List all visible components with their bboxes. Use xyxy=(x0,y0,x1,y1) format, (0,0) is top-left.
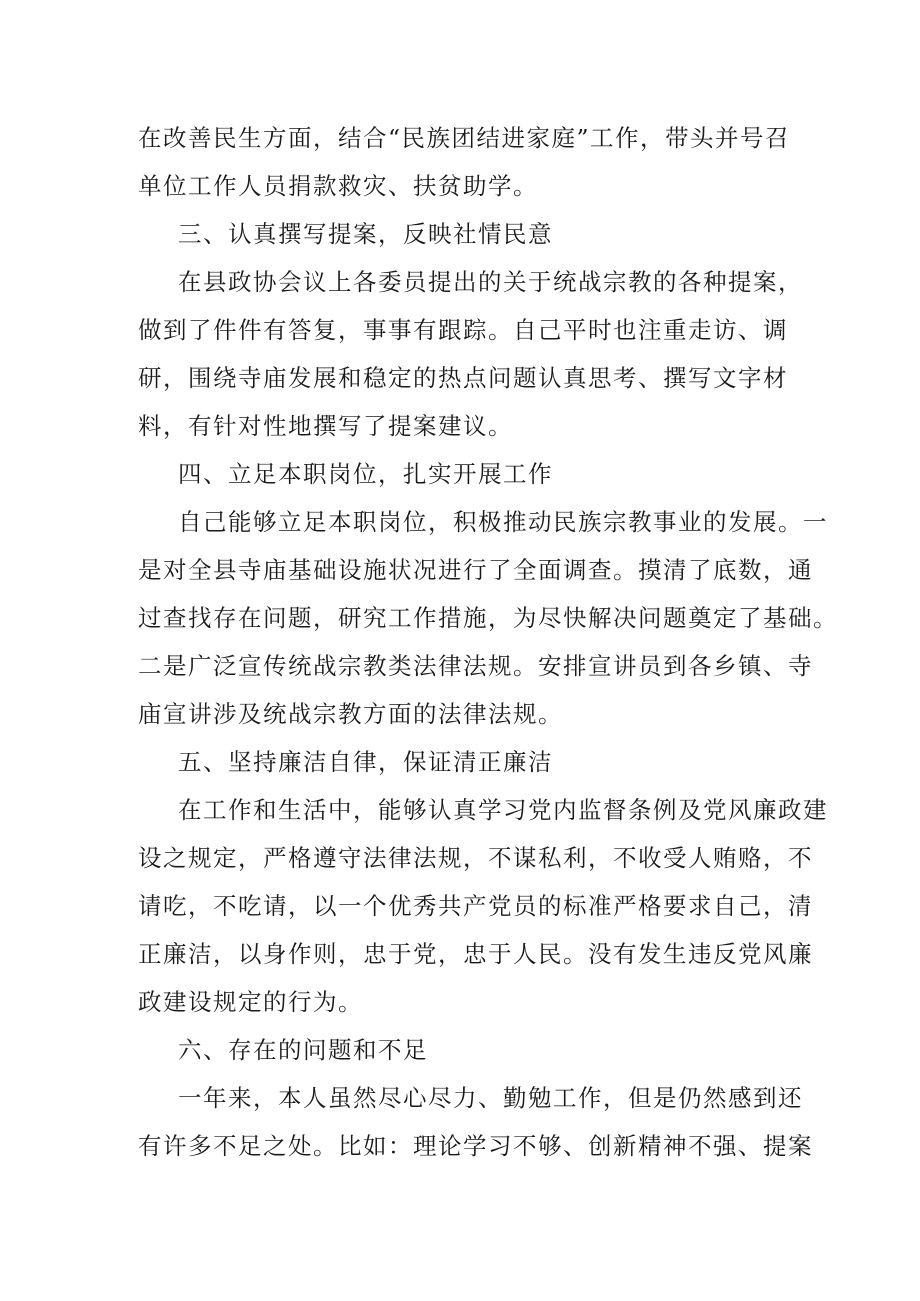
section-heading-3: 三、认真撰写提案，反映社情民意 xyxy=(178,220,553,248)
paragraph-line: 有许多不足之处。比如：理论学习不够、创新精神不强、提案 xyxy=(138,1132,813,1160)
paragraph-line: 是对全县寺庙基础设施状况进行了全面调查。摸清了底数，通 xyxy=(138,556,813,584)
paragraph-line: 二是广泛宣传统战宗教类法律法规。安排宣讲员到各乡镇、寺 xyxy=(138,652,813,680)
paragraph-line: 在工作和生活中，能够认真学习党内监督条例及党风廉政建 xyxy=(178,796,828,824)
paragraph-line: 自己能够立足本职岗位，积极推动民族宗教事业的发展。一 xyxy=(178,508,828,536)
paragraph-line: 正廉洁，以身作则，忠于党，忠于人民。没有发生违反党风廉 xyxy=(138,940,813,968)
section-heading-6: 六、存在的问题和不足 xyxy=(178,1036,428,1064)
paragraph-line: 在县政协会议上各委员提出的关于统战宗教的各种提案， xyxy=(178,268,803,296)
paragraph-line: 过查找存在问题，研究工作措施，为尽快解决问题奠定了基础。 xyxy=(138,604,838,632)
section-heading-5: 五、坚持廉洁自律，保证清正廉洁 xyxy=(178,748,553,776)
paragraph-line: 研，围绕寺庙发展和稳定的热点问题认真思考、撰写文字材 xyxy=(138,364,788,392)
section-heading-4: 四、立足本职岗位，扎实开展工作 xyxy=(178,460,553,488)
paragraph-line: 一年来，本人虽然尽心尽力、勤勉工作，但是仍然感到还 xyxy=(178,1084,803,1112)
paragraph-line: 政建设规定的行为。 xyxy=(138,988,363,1016)
paragraph-line: 料，有针对性地撰写了提案建议。 xyxy=(138,412,513,440)
paragraph-line: 做到了件件有答复，事事有跟踪。自己平时也注重走访、调 xyxy=(138,316,788,344)
paragraph-line: 单位工作人员捐款救灾、扶贫助学。 xyxy=(138,172,538,200)
paragraph-line: 在改善民生方面，结合“民族团结进家庭”工作，带头并号召 xyxy=(138,124,791,152)
paragraph-line: 庙宣讲涉及统战宗教方面的法律法规。 xyxy=(138,700,563,728)
paragraph-line: 设之规定，严格遵守法律法规，不谋私利，不收受人贿赂，不 xyxy=(138,844,813,872)
paragraph-line: 请吃，不吃请，以一个优秀共产党员的标准严格要求自己，清 xyxy=(138,892,813,920)
